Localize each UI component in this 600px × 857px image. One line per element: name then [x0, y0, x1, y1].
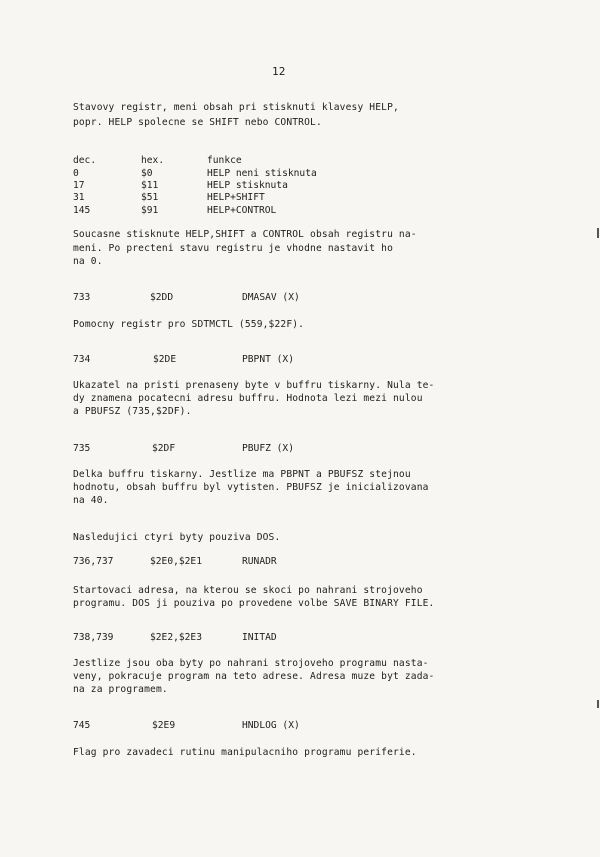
- register-hex: $2DD: [150, 292, 174, 303]
- table-cell: $91: [141, 205, 159, 216]
- register-description: veny, pokracuje program na teto adrese. Adresa muze byt zada-: [73, 671, 435, 682]
- register-description: dy znamena pocatecni adresu buffru. Hodnota lezi mezi nulou: [73, 393, 423, 404]
- register-name: PBUFZ (X): [242, 443, 294, 454]
- table-cell: $51: [141, 192, 159, 203]
- register-dec: 738,739: [73, 632, 114, 643]
- register-description: programu. DOS ji pouziva po provedene volbe SAVE BINARY FILE.: [73, 598, 435, 609]
- register-dec: 745: [73, 720, 91, 731]
- register-description: Startovaci adresa, na kterou se skoci po nahrani strojoveho: [73, 585, 423, 596]
- register-description: Flag pro zavadeci rutinu manipulacniho programu periferie.: [73, 747, 417, 758]
- register-dec: 734: [73, 354, 91, 365]
- table-header-dec: dec.: [73, 155, 97, 166]
- register-hex: $2DE: [153, 354, 177, 365]
- page-number: 12: [272, 65, 286, 78]
- register-hex: $2E2,$2E3: [150, 632, 202, 643]
- paragraph-line: Soucasne stisknute HELP,SHIFT a CONTROL obsah registru na-: [73, 229, 417, 240]
- register-name: HNDLOG (X): [242, 720, 300, 731]
- register-hex: $2DF: [152, 443, 176, 454]
- register-dec: 735: [73, 443, 91, 454]
- paragraph-line: meni. Po precteni stavu registru je vhodne nastavit ho: [73, 243, 393, 254]
- scan-edge-mark: [597, 700, 599, 708]
- table-cell: $11: [141, 180, 159, 191]
- register-description: hodnotu, obsah buffru byl vytisten. PBUFSZ je inicializovana: [73, 482, 429, 493]
- table-cell: $0: [141, 168, 153, 179]
- intro-line-2: popr. HELP spolecne se SHIFT nebo CONTROL.: [73, 117, 322, 128]
- table-cell: 0: [73, 168, 79, 179]
- table-cell: HELP stisknuta: [207, 180, 288, 191]
- table-header-hex: hex.: [141, 155, 165, 166]
- register-name: DMASAV (X): [242, 292, 300, 303]
- register-description: Pomocny registr pro SDTMCTL (559,$22F).: [73, 319, 305, 330]
- register-description: na za programem.: [73, 684, 168, 695]
- register-description: a PBUFSZ (735,$2DF).: [73, 406, 192, 417]
- register-hex: $2E9: [152, 720, 176, 731]
- register-hex: $2E0,$2E1: [150, 556, 202, 567]
- register-description: Delka buffru tiskarny. Jestlize ma PBPNT a PBUFSZ stejnou: [73, 469, 411, 480]
- paragraph-line: na 0.: [73, 256, 103, 267]
- register-description: Ukazatel na pristi prenaseny byte v buffru tiskarny. Nula te-: [73, 380, 435, 391]
- table-cell: 17: [73, 180, 85, 191]
- table-cell: HELP+SHIFT: [207, 192, 265, 203]
- table-cell: 145: [73, 205, 91, 216]
- table-cell: 31: [73, 192, 85, 203]
- table-cell: HELP neni stisknuta: [207, 168, 317, 179]
- register-dec: 736,737: [73, 556, 114, 567]
- intro-line-1: Stavovy registr, meni obsah pri stisknuti klavesy HELP,: [73, 102, 399, 113]
- scan-edge-mark: [597, 228, 599, 238]
- register-description: na 40.: [73, 495, 109, 506]
- table-cell: HELP+CONTROL: [207, 205, 277, 216]
- register-name: RUNADR: [242, 556, 277, 567]
- table-header-funkce: funkce: [207, 155, 242, 166]
- register-name: INITAD: [242, 632, 277, 643]
- dos-note: Nasledujici ctyri byty pouziva DOS.: [73, 532, 281, 543]
- register-description: Jestlize jsou oba byty po nahrani strojoveho programu nasta-: [73, 658, 429, 669]
- register-name: PBPNT (X): [242, 354, 294, 365]
- register-dec: 733: [73, 292, 91, 303]
